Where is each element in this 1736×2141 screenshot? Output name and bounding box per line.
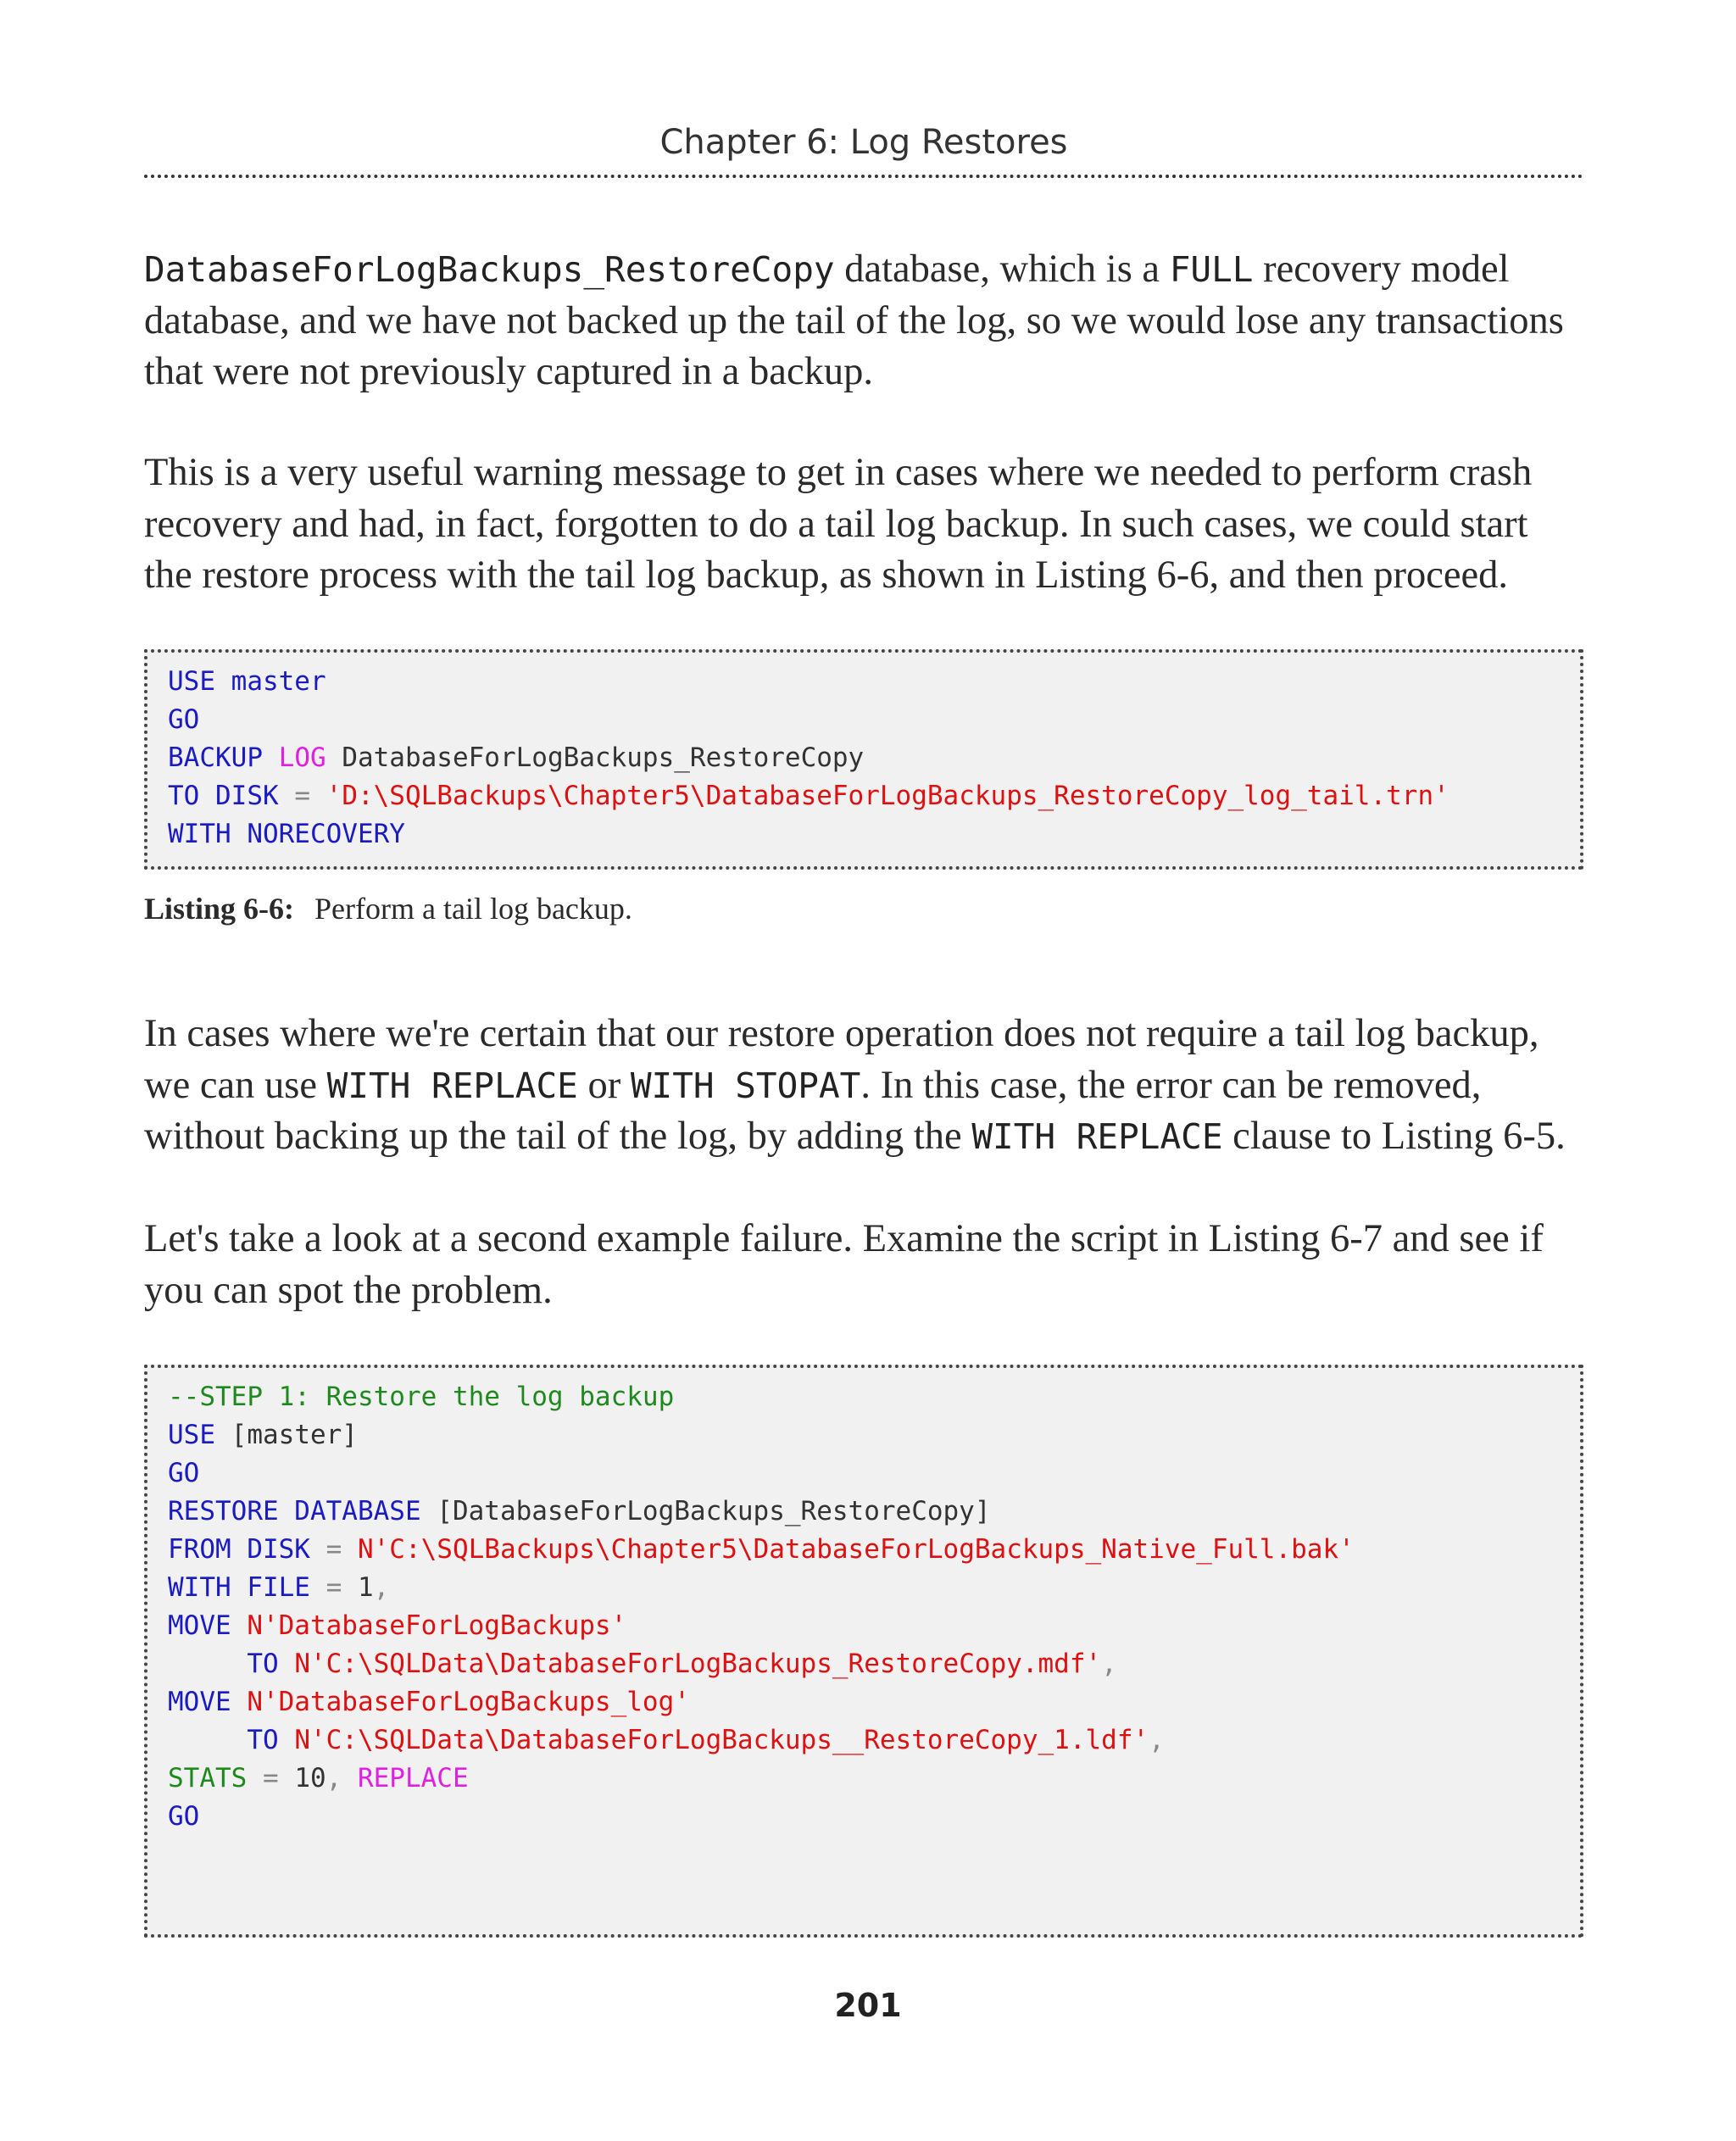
inline-code: WITH STOPAT [630, 1065, 861, 1106]
caption-label: Listing 6-6: [144, 892, 295, 926]
code-listing-6-7 [144, 1365, 1583, 1938]
paragraph-3-line-3 [144, 1111, 1602, 1163]
paragraph-2-line-1: This is a very useful warning message to get in cases where we needed to perform crash [144, 451, 1533, 494]
code-indent [168, 1649, 247, 1679]
code-keyword: MOVE [168, 1687, 231, 1717]
code-line [168, 1760, 1580, 1798]
text-span: we can use [144, 1063, 327, 1107]
text-span: without backing up the tail of the log, by adding the [144, 1115, 972, 1158]
code-string: N'C:\SQLBackups\Chapter5\DatabaseForLogBackups_Native_Full.bak' [357, 1534, 1355, 1565]
code-keyword: STATS [168, 1763, 248, 1793]
code-text: [master] [215, 1420, 358, 1450]
code-string: N'C:\SQLData\DatabaseForLogBackups_RestoreCopy.mdf' [278, 1649, 1102, 1679]
code-listing-6-6 [144, 649, 1583, 870]
code-keyword: USE [168, 1420, 215, 1450]
caption-text: Perform a tail log backup. [314, 892, 632, 926]
code-line [168, 1493, 1580, 1531]
text-span: recovery model [1253, 247, 1510, 291]
paragraph-4-line-1: Let's take a look at a second example failure. Examine the script in Listing 6-7 and see if [144, 1217, 1544, 1260]
code-line [168, 739, 1580, 777]
chapter-header: Chapter 6: Log Restores [144, 117, 1583, 178]
paragraph-3 [144, 1009, 1602, 1163]
code-operator: , [326, 1763, 358, 1793]
code-number: 10 [294, 1763, 326, 1793]
code-line: WITH NORECOVERY [168, 819, 405, 849]
code-text: DatabaseForLogBackups_RestoreCopy [326, 742, 865, 773]
code-indent [168, 1725, 247, 1755]
text-span: clause to Listing 6-5. [1222, 1115, 1566, 1158]
paragraph-3-line-1: In cases where we're certain that our restore operation does not require a tail log backup, [144, 1012, 1539, 1055]
code-line [168, 1531, 1580, 1569]
code-operator: , [1101, 1649, 1117, 1679]
code-line [168, 777, 1580, 815]
paragraph-4-line-2: you can spot the problem. [144, 1268, 553, 1312]
code-line: GO [168, 1801, 200, 1832]
code-line [168, 1416, 1580, 1454]
text-span: or [577, 1063, 631, 1107]
code-line [168, 1645, 1580, 1683]
paragraph-1 [144, 244, 1602, 398]
paragraph-1-line-3: that were not previously captured in a backup. [144, 350, 873, 393]
code-string: N'DatabaseForLogBackups' [231, 1610, 627, 1641]
inline-code-full: FULL [1169, 249, 1254, 290]
code-line [168, 1607, 1580, 1645]
code-line: GO [168, 704, 200, 735]
paragraph-2-line-3: the restore process with the tail log backup, as shown in Listing 6-6, and then proceed. [144, 553, 1509, 597]
text-span: database, which is a [834, 247, 1170, 291]
code-line: GO [168, 1458, 200, 1488]
code-keyword: FROM DISK [168, 1534, 310, 1565]
code-text: [DatabaseForLogBackups_RestoreCopy] [420, 1496, 991, 1527]
code-string: N'DatabaseForLogBackups_log' [231, 1687, 690, 1717]
code-line [168, 1721, 1580, 1760]
code-number: 1 [357, 1572, 374, 1603]
code-operator: = [309, 1572, 358, 1603]
code-keyword: MOVE [168, 1610, 231, 1641]
code-string: N'C:\SQLData\DatabaseForLogBackups__RestoreCopy_1.ldf' [278, 1725, 1149, 1755]
code-keyword: TO DISK [168, 781, 279, 811]
inline-code: WITH REPLACE [326, 1065, 578, 1106]
inline-code: WITH REPLACE [971, 1116, 1223, 1157]
code-operator: , [373, 1572, 390, 1603]
code-keyword: TO [247, 1725, 279, 1755]
page-number: 201 [834, 1987, 902, 2024]
code-keyword: TO [247, 1649, 279, 1679]
code-line [168, 1683, 1580, 1721]
paragraph-3-line-2 [144, 1060, 1602, 1112]
code-operator: = [278, 781, 326, 811]
code-keyword: BACKUP [168, 742, 263, 773]
paragraph-2 [144, 448, 1602, 602]
code-keyword: WITH FILE [168, 1572, 310, 1603]
listing-caption [144, 888, 632, 929]
code-operator: , [1149, 1725, 1165, 1755]
paragraph-4 [144, 1214, 1602, 1316]
code-operator: = [247, 1763, 295, 1793]
code-comment: --STEP 1: Restore the log backup [168, 1382, 675, 1412]
code-keyword: RESTORE DATABASE [168, 1496, 421, 1527]
inline-code-db-name: DatabaseForLogBackups_RestoreCopy [144, 249, 835, 290]
code-line [168, 1569, 1580, 1607]
paragraph-1-line-1 [144, 244, 1602, 296]
code-line: USE master [168, 666, 326, 697]
code-string: 'D:\SQLBackups\Chapter5\DatabaseForLogBackups_RestoreCopy_log_tail.trn' [326, 781, 1449, 811]
paragraph-1-line-2: database, and we have not backed up the tail of the log, so we would lose any transactions [144, 298, 1564, 342]
code-keyword: REPLACE [357, 1763, 469, 1793]
code-operator: = [309, 1534, 358, 1565]
text-span: . In this case, the error can be removed, [860, 1063, 1482, 1107]
code-keyword: LOG [278, 742, 326, 773]
paragraph-2-line-2: recovery and had, in fact, forgotten to do a tail log backup. In such cases, we could start [144, 502, 1528, 546]
